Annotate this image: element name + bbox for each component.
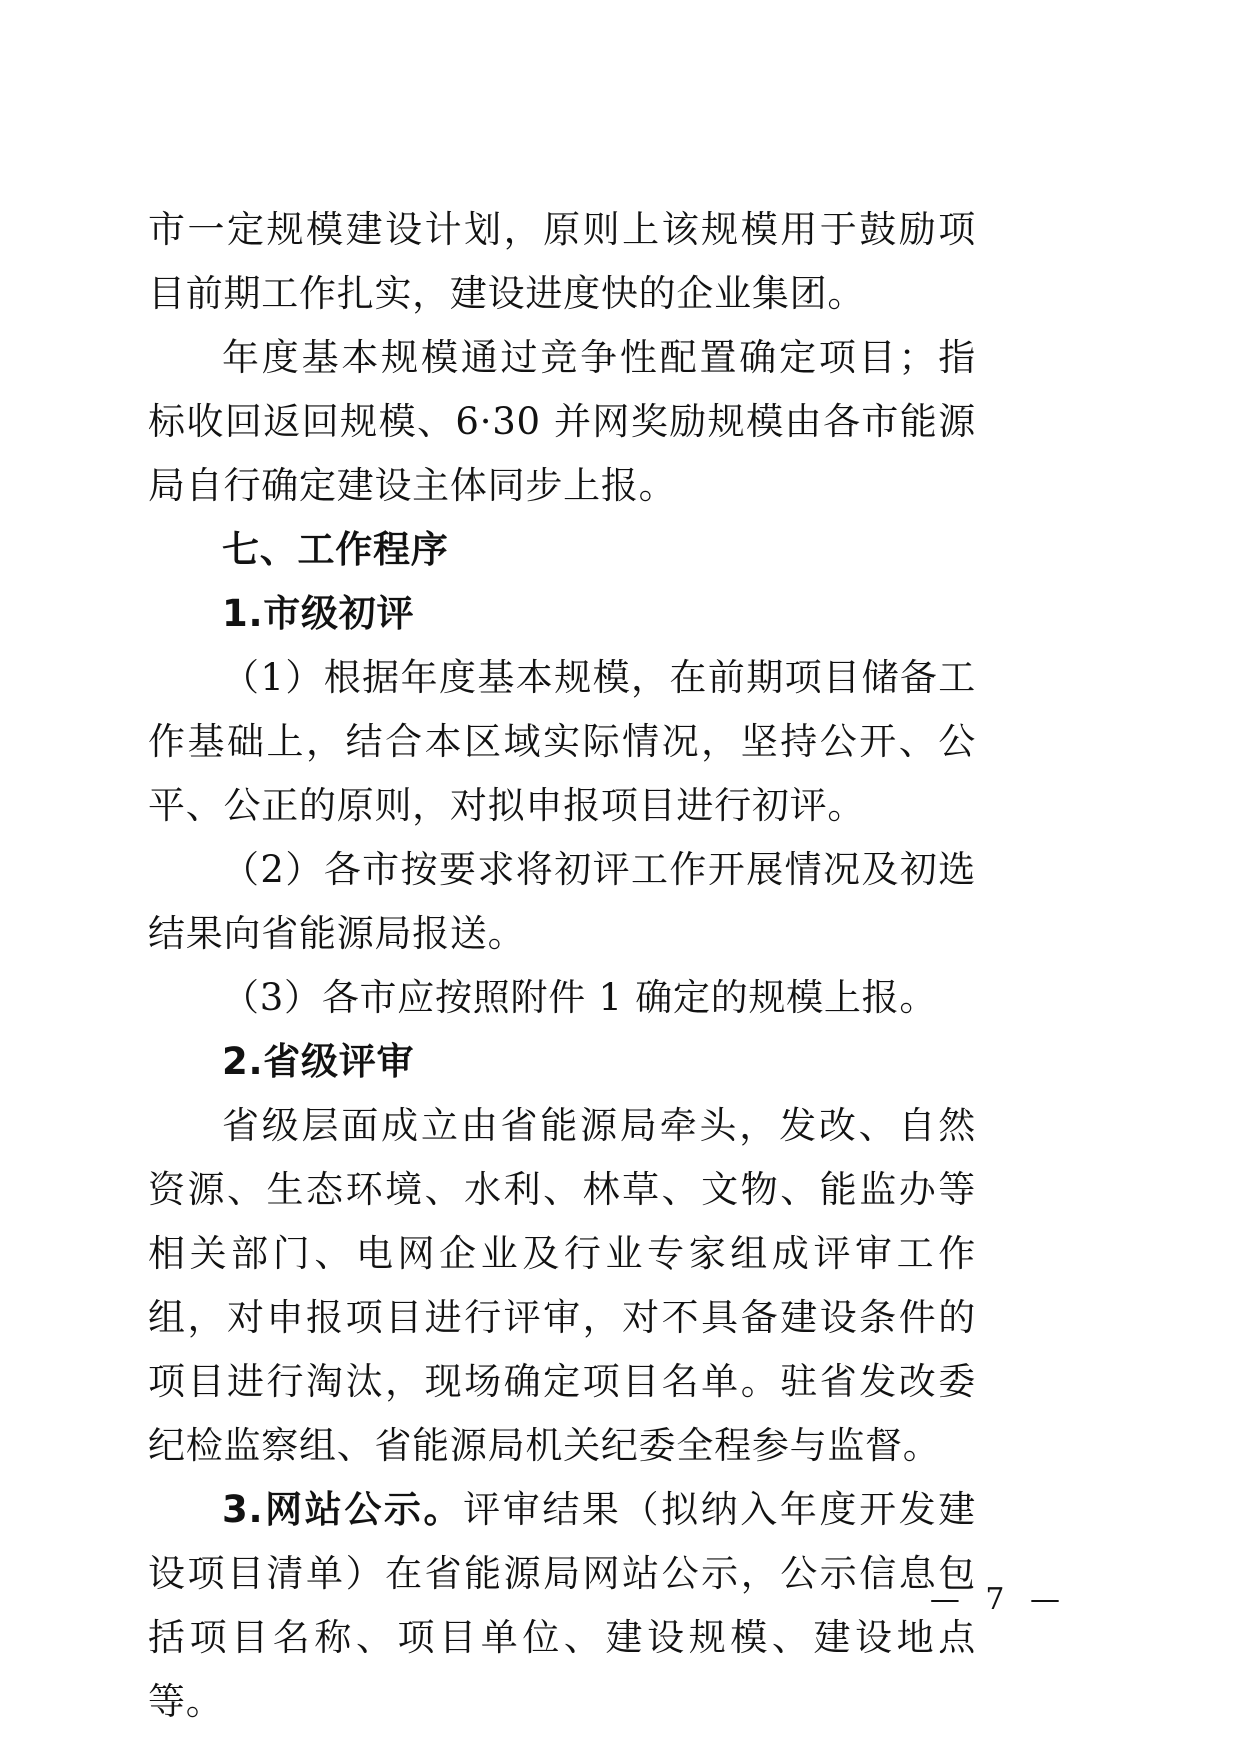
paragraph-city-review-item3: （3）各市应按照附件 1 确定的规模上报。 xyxy=(222,976,938,1019)
page-number: — 7 — xyxy=(929,1582,1068,1617)
paragraph-website-publicity-text: 评审结果（拟纳入年度开发建设项目清单）在省能源局网站公示，公示信息包括项目名称、项目单位、建设规模、建设地点等。 xyxy=(148,1488,977,1723)
paragraph-city-review-item2: （2）各市按要求将初评工作开展情况及初选结果向省能源局报送。 xyxy=(148,848,976,955)
subsection-heading-province-review: 2.省级评审 xyxy=(222,1040,415,1083)
subsection-heading-website-publicity: 3.网站公示。 xyxy=(222,1488,464,1531)
paragraph-website-publicity xyxy=(148,1478,976,1734)
paragraph-annual-scale: 年度基本规模通过竞争性配置确定项目；指标收回返回规模、6·30 并网奖励规模由各市能源局自行确定建设主体同步上报。 xyxy=(148,336,976,507)
paragraph-province-review-detail: 省级层面成立由省能源局牵头，发改、自然资源、生态环境、水利、林草、文物、能监办等相关部门、电网企业及行业专家组成评审工作组，对申报项目进行评审，对不具备建设条件的项目进行淘汰，现场确定项目名单。驻省发改委纪检监察组、省能源局机关纪委全程参与监督。 xyxy=(148,1104,976,1467)
paragraph-city-review-item1: （1）根据年度基本规模，在前期项目储备工作基础上，结合本区域实际情况，坚持公开、公平、公正的原则，对拟申报项目进行初评。 xyxy=(148,656,976,827)
subsection-heading-city-review: 1.市级初评 xyxy=(222,592,415,635)
paragraph-continuation: 市一定规模建设计划，原则上该规模用于鼓励项目前期工作扎实，建设进度快的企业集团。 xyxy=(148,208,976,315)
section-heading-work-procedure: 七、工作程序 xyxy=(222,528,449,571)
document-body xyxy=(148,198,976,1734)
